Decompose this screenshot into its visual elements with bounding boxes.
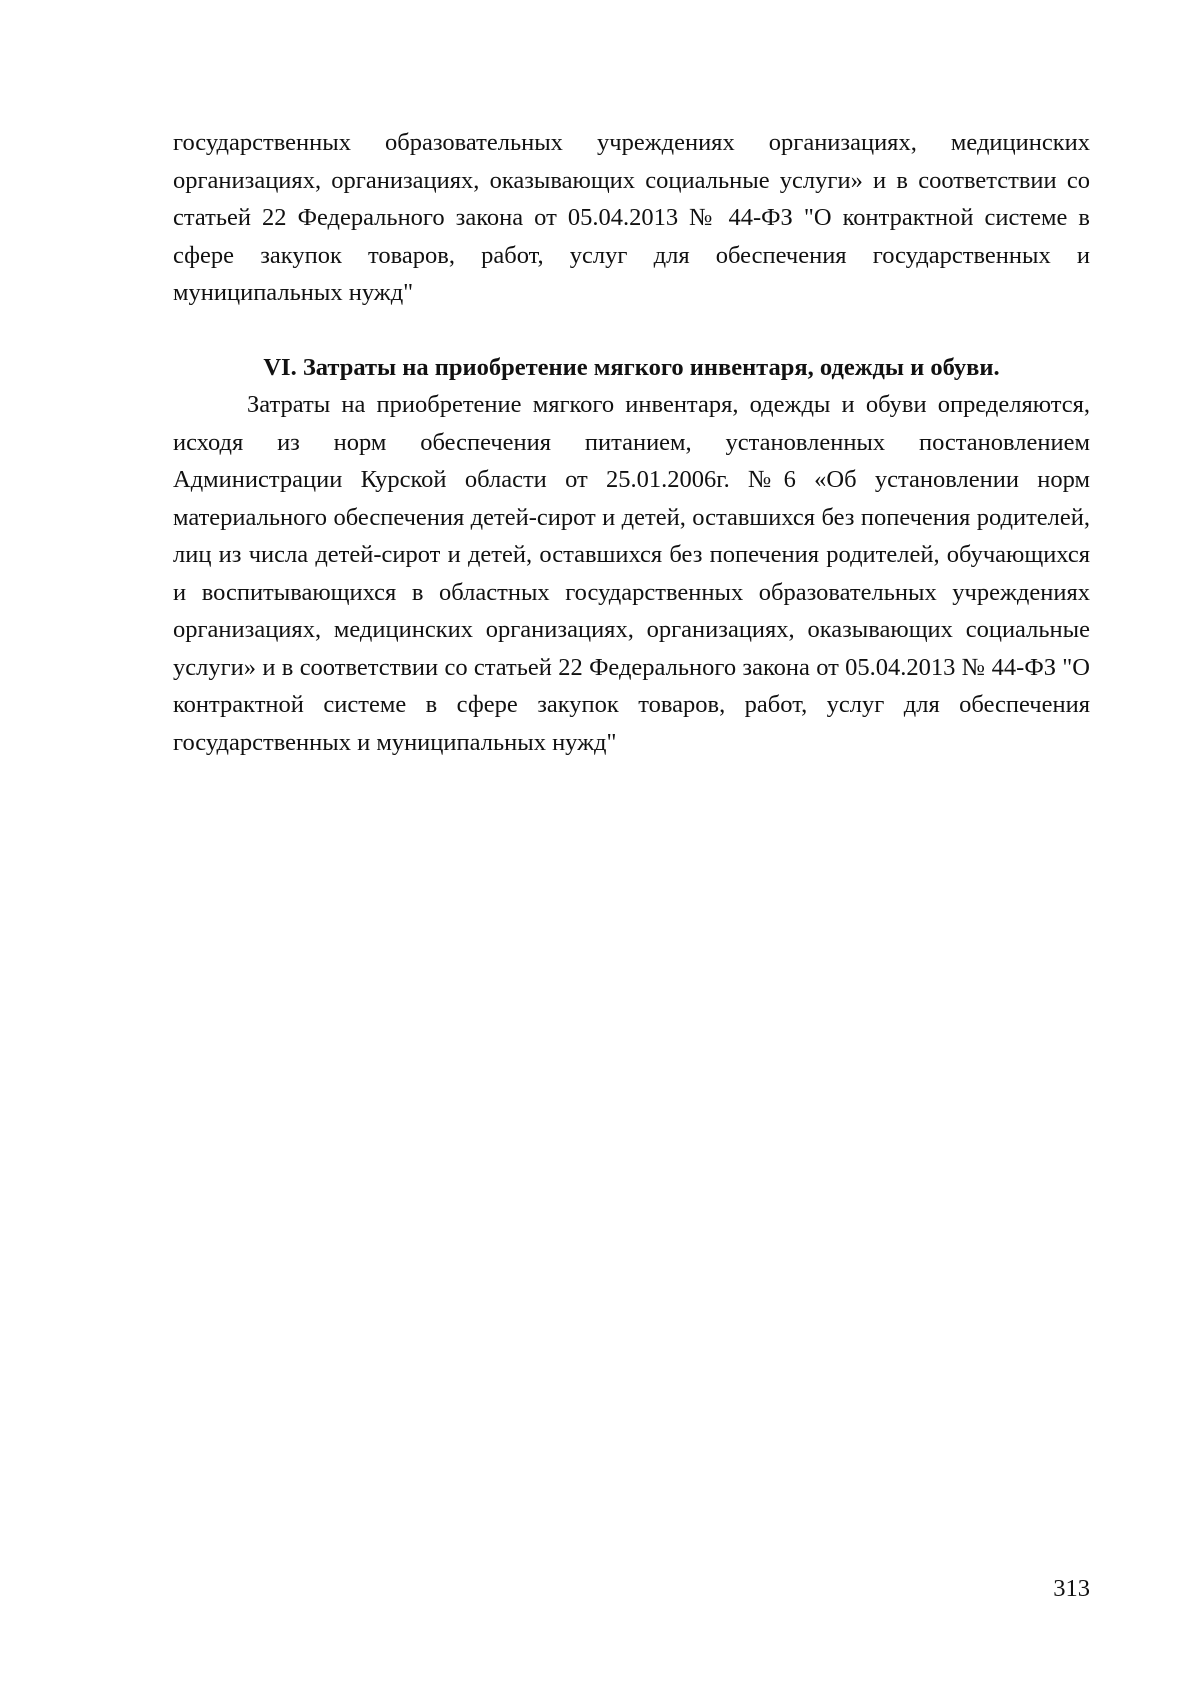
section-heading: VI. Затраты на приобретение мягкого инвентаря, одежды и обуви.	[263, 354, 1000, 381]
page-number: 313	[1053, 1575, 1090, 1602]
continued-paragraph: государственных образовательных учреждениях организациях, медицинских организациях, организациях, оказывающих социальные услуги» и в соответствии со статьей 22 Федерального закона от 05.04.2013 № 44-ФЗ "О контрактной системе в сфере закупок товаров, работ, услуг для обеспечения государственных и муниципальных нужд"	[173, 129, 1090, 306]
section-paragraph: Затраты на приобретение мягкого инвентаря, одежды и обуви определяются, исходя из норм обеспечения питанием, установленных постановлением Администрации Курской области от 25.01.2006г. №6 «Об установлении норм материального обеспечения детей-сирот и детей, оставшихся без попечения родителей, лиц из числа детей-сирот и детей, оставшихся без попечения родителей, обучающихся и воспитывающихся в областных государственных образовательных учреждениях организациях, медицинских организациях, организациях, оказывающих социальные услуги» и в соответствии со статьей 22 Федерального закона от 05.04.2013 № 44-ФЗ "О контрактной системе в сфере закупок товаров, работ, услуг для обеспечения государственных и муниципальных нужд"	[173, 391, 1090, 756]
